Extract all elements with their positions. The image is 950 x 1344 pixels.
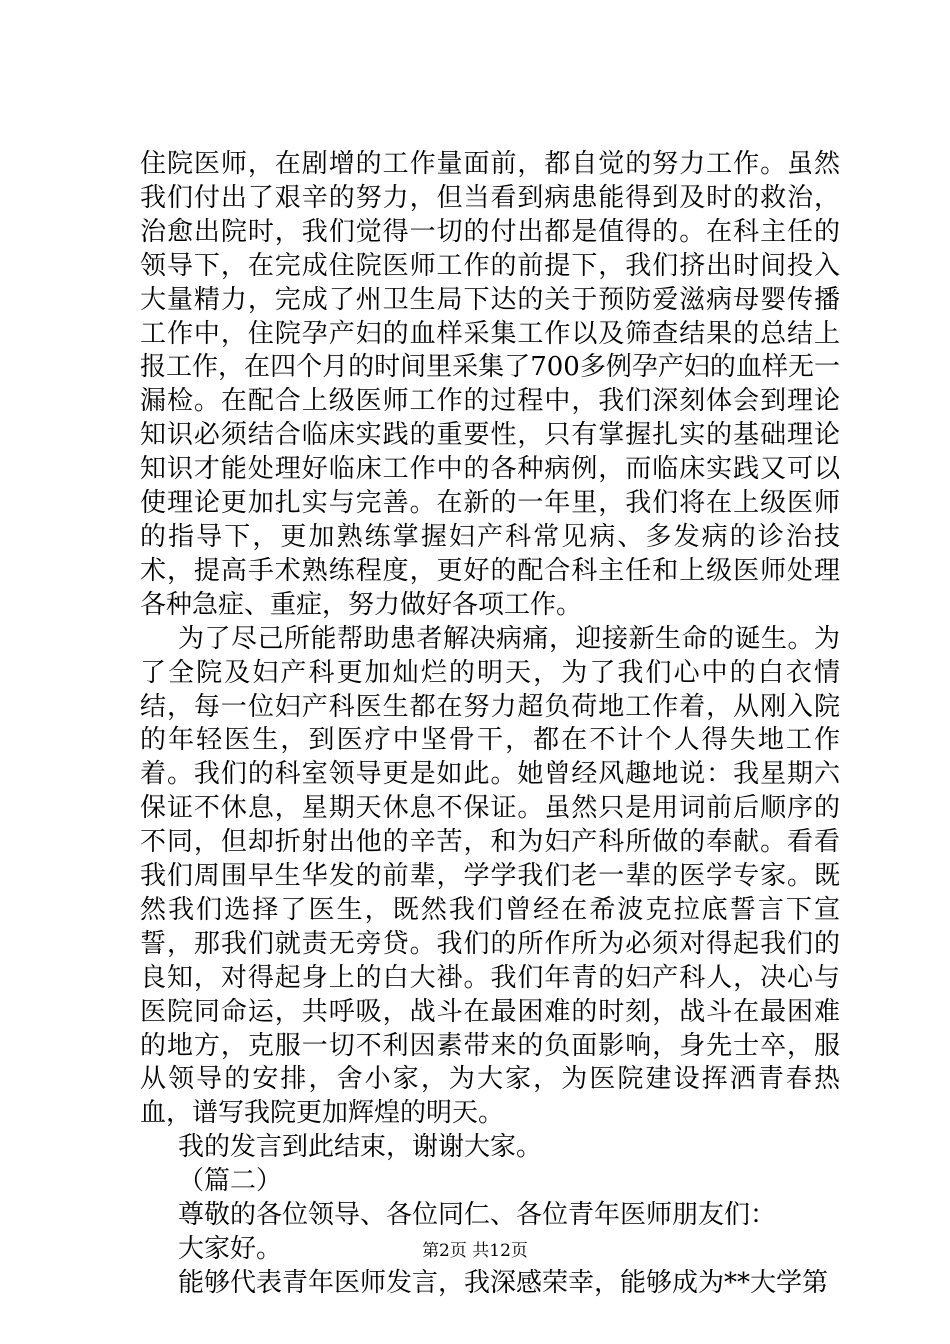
- paragraph-closing: 我的发言到此结束，谢谢大家。: [178, 1132, 543, 1163]
- paragraph-dedication: 为了尽己所能帮助患者解决病痛，迎接新生命的诞生。为了全院及妇产科更加灿烂的明天，为了我们心中的白衣情结，每一位妇产科医生都在努力超负荷地工作着，从刚入院的年轻医生，到医疗中坚骨干，都在不计个人得失地工作着。我们的科室领导更是如此。她曾经风趣地说：我星期六保证不休息，星期天休息不保证。虽然只是用词前后顺序的不同，但却折射出他的辛苦，和为妇产科所做的奉献。看看我们周围早生华发的前辈，学学我们老一辈的医学专家。既然我们选择了医生，既然我们曾经在希波克拉底誓言下宣誓，那我们就责无旁贷。我们的所作所为必须对得起我们的良知，对得起身上的白大褂。我们年青的妇产科人，决心与医院同命运，共呼吸，战斗在最困难的时刻，战斗在最困难的地方，克服一切不利因素带来的负面影响，身先士卒，服从领导的安排，舍小家，为大家，为医院建设挥洒青春热血，谱写我院更加辉煌的明天。: [140, 623, 840, 1129]
- section-heading-part-two: （篇二）: [178, 1166, 283, 1197]
- paragraph-salutation: 尊敬的各位领导、各位同仁、各位青年医师朋友们：: [178, 1200, 777, 1231]
- paragraph-continuation: 住院医师，在剧增的工作量面前，都自觉的努力工作。虽然我们付出了艰辛的努力，但当看到病患能得到及时的救治，治愈出院时，我们觉得一切的付出都是值得的。在科主任的领导下，在完成住院医师工作的前提下，我们挤出时间投入大量精力，完成了州卫生局下达的关于预防爱滋病母婴传播工作中，住院孕产妇的血样采集工作以及筛查结果的总结上报工作，在四个月的时间里采集了700多例孕产妇的血样无一漏检。在配合上级医师工作的过程中，我们深刻体会到理论知识必须结合临床实践的重要性，只有掌握扎实的基础理论知识才能处理好临床工作中的各种病例，而临床实践又可以使理论更加扎实与完善。在新的一年里，我们将在上级医师的指导下，更加熟练掌握妇产科常见病、多发病的诊治技术，提高手术熟练程度，更好的配合科主任和上级医师处理各种急症、重症，努力做好各项工作。: [140, 149, 840, 620]
- page-number-footer: 第2页 共12页: [422, 1241, 528, 1261]
- paragraph-greeting: 大家好。: [178, 1234, 283, 1264]
- paragraph-opening: 能够代表青年医师发言，我深感荣幸，能够成为**大学第: [178, 1267, 829, 1298]
- document-body: [140, 148, 840, 1301]
